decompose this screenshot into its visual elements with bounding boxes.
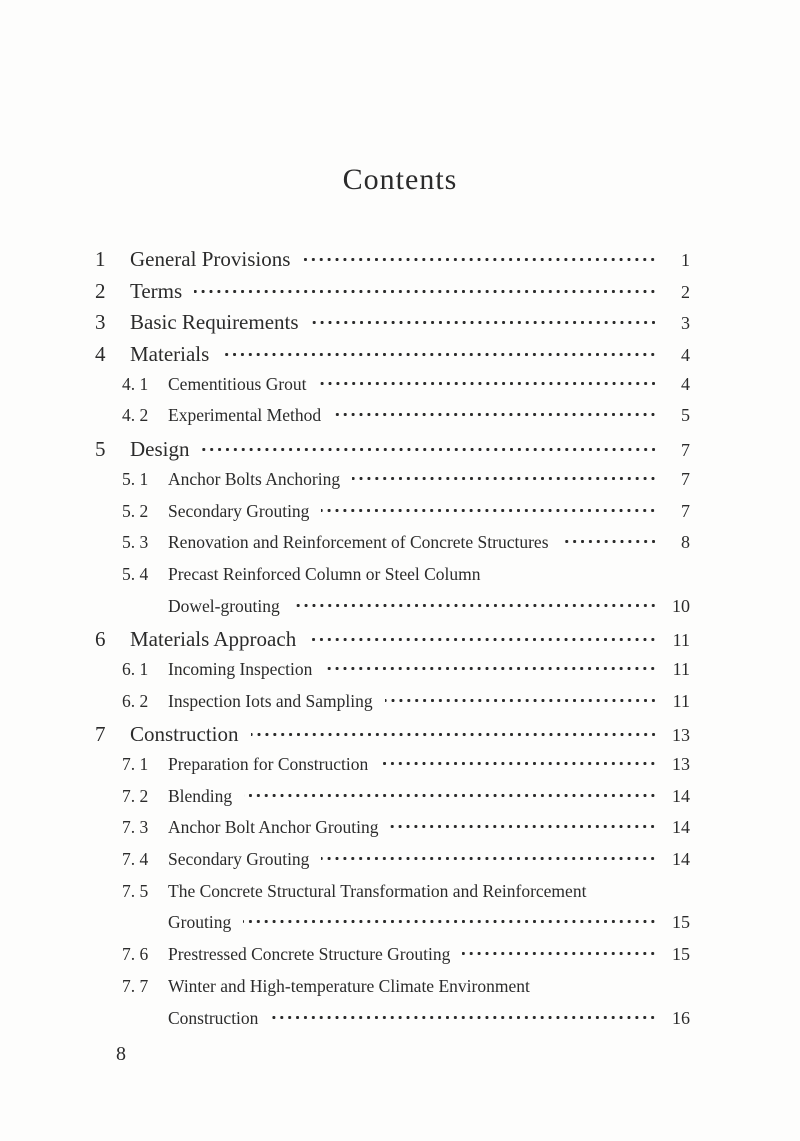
toc-entry-page: 1 — [681, 250, 690, 270]
toc-entry-number: 4 — [95, 342, 106, 367]
toc-entry-page: 11 — [672, 630, 690, 651]
page-number-footer: 8 — [116, 1043, 126, 1066]
toc-entry-number: 3 — [95, 310, 106, 335]
toc-entry-title: Secondary Grouting — [168, 500, 310, 521]
dot-leader — [321, 852, 657, 865]
toc-entry-page: 11 — [672, 690, 690, 711]
toc-entry-number: 7. 4 — [122, 849, 149, 870]
dot-leader — [202, 443, 658, 456]
toc-entry-page: 4 — [681, 345, 690, 366]
toc-entry-number: 4. 1 — [122, 373, 149, 394]
toc-entry — [95, 532, 690, 564]
dot-leader — [270, 1011, 657, 1024]
toc-entry-title: Basic Requirements — [130, 310, 299, 335]
toc-entry-page: 13 — [672, 754, 690, 774]
toc-entry-page: 14 — [672, 785, 690, 806]
toc-list — [95, 247, 690, 1066]
toc-entry-page: 10 — [672, 595, 690, 616]
toc-entry — [95, 564, 690, 596]
toc-entry-number: 7. 2 — [122, 785, 149, 806]
dot-leader — [352, 472, 657, 485]
toc-entry-number: 1 — [95, 247, 106, 271]
toc-entry — [95, 722, 690, 754]
toc-entry-number: 6 — [95, 627, 106, 652]
toc-entry-number: 7. 3 — [122, 817, 149, 838]
dot-leader — [462, 947, 657, 960]
toc-entry-number: 7. 1 — [122, 754, 149, 774]
toc-entry-page: 4 — [681, 373, 690, 394]
toc-entry-title: Winter and High-temperature Climate Environment — [168, 975, 530, 996]
toc-entry — [95, 374, 690, 406]
toc-entry-number: 5 — [95, 437, 106, 462]
page-title: Contents — [342, 163, 458, 196]
dot-leader — [561, 535, 657, 548]
toc-entry-title: Renovation and Reinforcement of Concrete Structures — [168, 532, 549, 553]
toc-entry — [95, 342, 690, 374]
dot-leader — [319, 377, 657, 390]
toc-entry-page: 3 — [681, 313, 690, 334]
dot-leader — [292, 599, 657, 612]
toc-entry-number: 5. 4 — [122, 563, 149, 584]
toc-entry — [95, 501, 690, 533]
toc-entry-title: Cementitious Grout — [168, 373, 307, 394]
toc-entry-title: Materials — [130, 342, 210, 367]
dot-leader — [324, 662, 657, 675]
dot-leader — [194, 285, 657, 298]
toc-entry-title: Construction — [130, 722, 239, 747]
toc-entry-title: Preparation for Construction — [168, 754, 369, 774]
toc-entry-number: 6. 1 — [122, 658, 149, 679]
toc-entry-page: 16 — [672, 1007, 690, 1028]
toc-entry-page: 15 — [672, 912, 690, 933]
dot-leader — [251, 728, 658, 741]
toc-entry — [95, 279, 690, 311]
toc-entry-title: Construction — [168, 1007, 259, 1028]
dot-leader — [390, 820, 657, 833]
toc-entry-number: 5. 2 — [122, 500, 149, 521]
toc-entry-title: Design — [130, 437, 190, 462]
dot-leader — [311, 316, 657, 329]
toc-entry-title: Dowel-grouting — [168, 595, 280, 616]
toc-entry — [95, 437, 690, 469]
dot-leader — [221, 348, 657, 361]
toc-entry-title: Prestressed Concrete Structure Grouting — [168, 944, 451, 965]
toc-entry-title: Precast Reinforced Column or Steel Column — [168, 563, 481, 584]
toc-entry — [95, 659, 690, 691]
toc-entry-title: The Concrete Structural Transformation and Reinforcement — [168, 880, 587, 901]
toc-entry-number: 7 — [95, 722, 106, 747]
toc-entry — [95, 405, 690, 437]
toc-entry-page: 14 — [672, 817, 690, 838]
toc-entry-page: 5 — [681, 405, 690, 426]
toc-entry-number: 6. 2 — [122, 690, 149, 711]
toc-entry-page: 7 — [681, 500, 690, 521]
toc-entry-title: General Provisions — [130, 247, 291, 271]
toc-entry — [95, 754, 690, 786]
toc-entry-title: Terms — [130, 278, 183, 303]
toc-entry-page: 11 — [672, 658, 690, 679]
toc-entry-number: 5. 1 — [122, 468, 149, 489]
toc-entry-page: 14 — [672, 849, 690, 870]
toc-entry — [95, 881, 690, 913]
toc-entry — [95, 817, 690, 849]
toc-entry-number: 4. 2 — [122, 405, 149, 426]
dot-leader — [244, 789, 657, 802]
toc-entry-title: Inspection Iots and Sampling — [168, 690, 373, 711]
dot-leader — [385, 694, 657, 707]
toc-entry-title: Blending — [168, 785, 233, 806]
dot-leader — [308, 633, 657, 646]
toc-entry-title: Incoming Inspection — [168, 658, 313, 679]
toc-entry — [95, 310, 690, 342]
toc-entry-page: 8 — [681, 532, 690, 553]
toc-entry-number: 5. 3 — [122, 532, 149, 553]
toc-entry-page: 13 — [672, 725, 690, 746]
toc-entry-title: Anchor Bolts Anchoring — [168, 468, 341, 489]
toc-entry-number: 7. 7 — [122, 975, 149, 996]
toc-entry — [95, 469, 690, 501]
toc-entry-page: 7 — [681, 440, 690, 461]
toc-entry — [95, 247, 690, 279]
toc-entry — [95, 912, 690, 944]
toc-entry-page: 7 — [681, 468, 690, 489]
toc-entry — [95, 596, 690, 628]
toc-entry — [95, 627, 690, 659]
toc-entry-page: 2 — [681, 281, 690, 302]
toc-entry-number: 7. 6 — [122, 944, 149, 965]
toc-entry — [95, 1008, 690, 1040]
toc-entry — [95, 976, 690, 1008]
toc-entry-title: Grouting — [168, 912, 232, 933]
dot-leader — [380, 757, 657, 770]
toc-entry — [95, 849, 690, 881]
dot-leader — [243, 915, 657, 928]
toc-entry-title: Secondary Grouting — [168, 849, 310, 870]
toc-entry-page: 15 — [672, 944, 690, 965]
toc-entry — [95, 786, 690, 818]
dot-leader — [321, 504, 657, 517]
toc-entry — [95, 691, 690, 723]
dot-leader — [302, 253, 657, 266]
toc-entry-title: Experimental Method — [168, 405, 322, 426]
toc-entry — [95, 944, 690, 976]
toc-entry-title: Materials Approach — [130, 627, 297, 652]
toc-entry-number: 2 — [95, 278, 106, 303]
toc-entry-number: 7. 5 — [122, 880, 149, 901]
dot-leader — [333, 408, 657, 421]
toc-entry-title: Anchor Bolt Anchor Grouting — [168, 817, 379, 838]
